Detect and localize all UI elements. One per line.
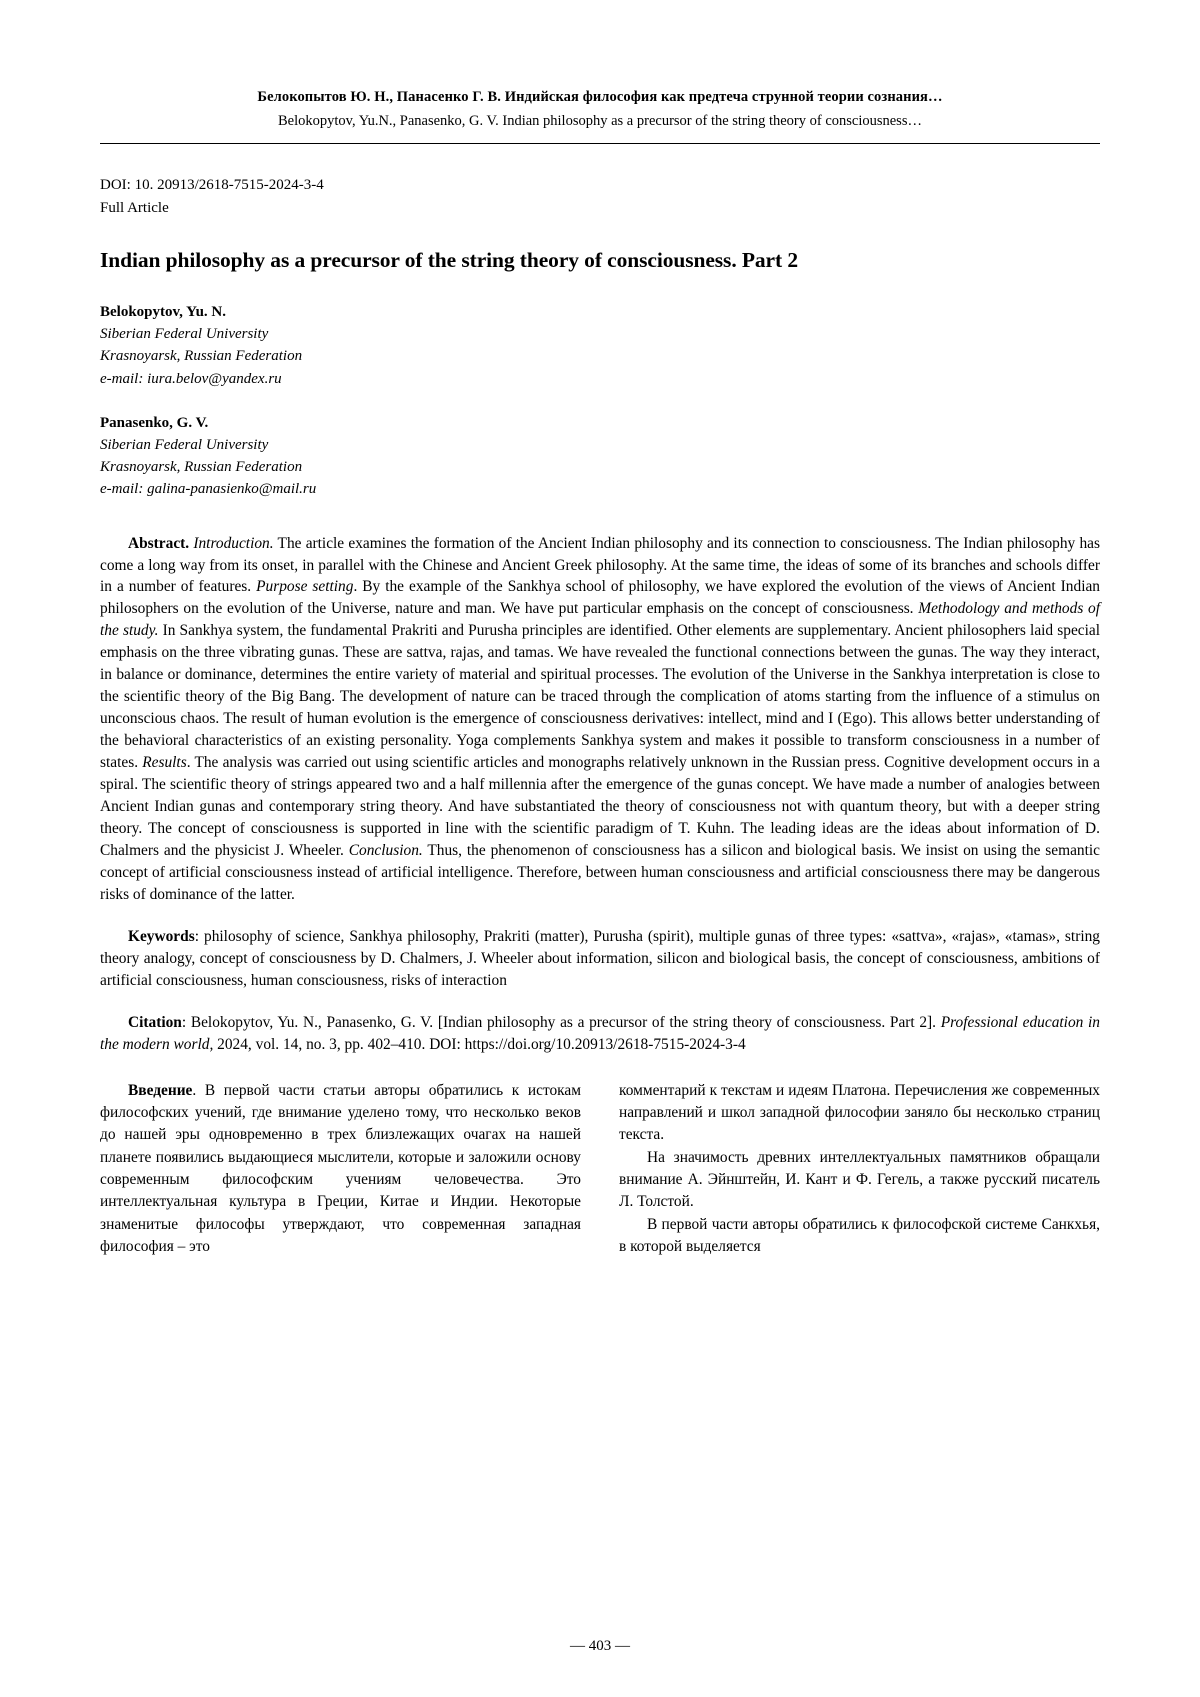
paragraph: В первой части авторы обратились к философской системе Санкхья, в которой выделяется <box>619 1215 1100 1255</box>
abstract-methodology-label: Methodology and methods of the study. <box>100 600 1101 640</box>
page-number: — 403 — <box>570 1638 630 1654</box>
body-columns <box>100 1080 1100 1259</box>
author-name: Belokopytov, Yu. N. <box>100 304 227 321</box>
article-type: Full Article <box>100 199 169 216</box>
keywords-label: Keywords <box>128 927 195 945</box>
running-head-line-ru: Белокопытов Ю. Н., Панасенко Г. В. Индийская философия как предтеча струнной теории сознания… <box>257 89 943 105</box>
abstract-text-4: . The analysis was carried out using scientific articles and monographs relatively unknown in the Russian press. Cognitive development occurs in a spiral. The scientific theory of strings appeared two and a half millennia after the emergence of the gunas concept. We have made a number of analogies between Ancient Indian gunas and contemporary string theory. And have substantiated the theory of consciousness not with quantum theory, but with a deeper string theory. The concept of consciousness is supported in line with the scientific paradigm of T. Kuhn. The leading ideas are the ideas about information of D. Chalmers and the physicist J. Wheeler. <box>100 754 1100 859</box>
author-email: e-mail: iura.belov@yandex.ru <box>100 370 282 387</box>
doi-line: DOI: 10. 20913/2618-7515-2024-3-4 <box>100 177 324 194</box>
author-city: Krasnoyarsk, Russian Federation <box>100 348 303 365</box>
author-name: Panasenko, G. V. <box>100 414 209 431</box>
running-head <box>100 88 1100 144</box>
paragraph: На значимость древних интеллектуальных памятников обращали внимание А. Эйнштейн, И. Кант и Ф. Гегель, а также русский писатель Л. Толстой. <box>619 1148 1100 1211</box>
paragraph-continuation: комментарий к текстам и идеям Платона. Перечисления же современных направлений и школ западной философии заняло бы несколько страниц текста. <box>619 1081 1100 1144</box>
abstract-text-2: . By the example of the Sankhya school of philosophy, we have explored the evolution of the views of Ancient Indian philosophers on the evolution of the Universe, nature and man. We have put particular emphasis on the concept of consciousness. <box>100 578 1101 618</box>
citation-text-2: 2024, vol. 14, no. 3, pp. 402–410. DOI: https://doi.org/10.20913/2618-7515-2024-3-4 <box>213 1035 746 1053</box>
running-head-rule <box>100 143 1100 144</box>
author-affiliation: Siberian Federal University <box>100 437 269 453</box>
abstract-introduction-label: Introduction. <box>193 534 274 552</box>
abstract-text-1: The article examines the formation of the Ancient Indian philosophy and its connection to consciousness. The Indian philosophy has come a long way from its onset, in parallel with the Chinese and Ancient Greek philosophy. At the same time, the ideas of some of its branches and schools differ in a number of features. <box>100 534 1100 596</box>
abstract-text-3: In Sankhya system, the fundamental Prakriti and Purusha principles are identified. Other elements are supplementary. Ancient philosophers laid special emphasis on the three vibrating gunas. These are sattva, rajas, and tamas. We have revealed the functional connections between the gunas. The way they interact, in balance or dominance, determines the entire variety of material and spiritual processes. The evolution of the Universe in the Sankhya interpretation is close to the scientific theory of the Big Bang. The development of nature can be traced through the complication of atoms starting from the influence of a stimulus on unconscious chaos. The result of human evolution is the emergence of consciousness derivatives: intellect, mind and I (Ego). This allows better understanding of the behavioral characteristics of an existing personality. Yoga complements Sankhya system and makes it possible to transform consciousness in a number of states. <box>100 622 1100 772</box>
keywords-text: : philosophy of science, Sankhya philosophy, Prakriti (matter), Purusha (spirit), multiple gunas of three types: «sattva», «rajas», «tamas», string theory analogy, concept of consciousness by D. Chalmers, J. Wheeler about information, silicon and biological basis, the concept of consciousness, ambitions of artificial consciousness, human consciousness, risks of interaction <box>100 927 1100 989</box>
paragraph-text: . В первой части статьи авторы обратились к истокам философских учений, где внимание уделено тому, что несколько веков до нашей эры одновременно в трех близлежащих очагах на нашей планете появились выдающиеся мыслители, которые и заложили основу современным философским учениям человечества. Это интеллектуальная культура в Греции, Китае и Индии. Некоторые знаменитые философы утверждают, что современная западная философия – это <box>100 1081 581 1255</box>
running-head-line-en: Belokopytov, Yu.N., Panasenko, G. V. Indian philosophy as a precursor of the string theory of consciousness… <box>278 112 922 129</box>
abstract-label: Abstract. <box>128 534 190 552</box>
abstract-purpose-label: Purpose setting <box>256 578 354 596</box>
citation-journal: Professional education in the modern world, <box>100 1013 1100 1053</box>
body-column-right <box>619 1080 1100 1259</box>
citation-text-1: : Belokopytov, Yu. N., Panasenko, G. V. [Indian philosophy as a precursor of the string theory of consciousness. Part 2]. <box>181 1013 941 1031</box>
citation-paragraph <box>100 1012 1100 1056</box>
abstract-conclusion-label: Conclusion. <box>348 841 423 859</box>
author-email: e-mail: galina-panasienko@mail.ru <box>100 481 317 498</box>
author-block-2 <box>100 412 1100 501</box>
article-meta <box>100 174 1100 219</box>
abstract-results-label: Results <box>142 754 187 772</box>
section-lead-label: Введение <box>128 1081 193 1099</box>
author-city: Krasnoyarsk, Russian Federation <box>100 459 303 476</box>
author-affiliation: Siberian Federal University <box>100 326 269 343</box>
author-block-1 <box>100 301 1100 390</box>
keywords-paragraph <box>100 926 1100 992</box>
paragraph-intro <box>100 1080 581 1259</box>
abstract-text-5: Thus, the phenomenon of consciousness has a silicon and biological basis. We insist on using the semantic concept of artificial consciousness instead of artificial intelligence. Therefore, between human consciousness and artificial consciousness there may be dangerous risks of dominance of the latter. <box>100 841 1101 903</box>
page-title: Indian philosophy as a precursor of the string theory of consciousness. Part 2 <box>100 248 798 273</box>
body-column-left <box>100 1080 581 1259</box>
citation-label: Citation <box>128 1013 182 1031</box>
abstract-paragraph <box>100 533 1100 906</box>
